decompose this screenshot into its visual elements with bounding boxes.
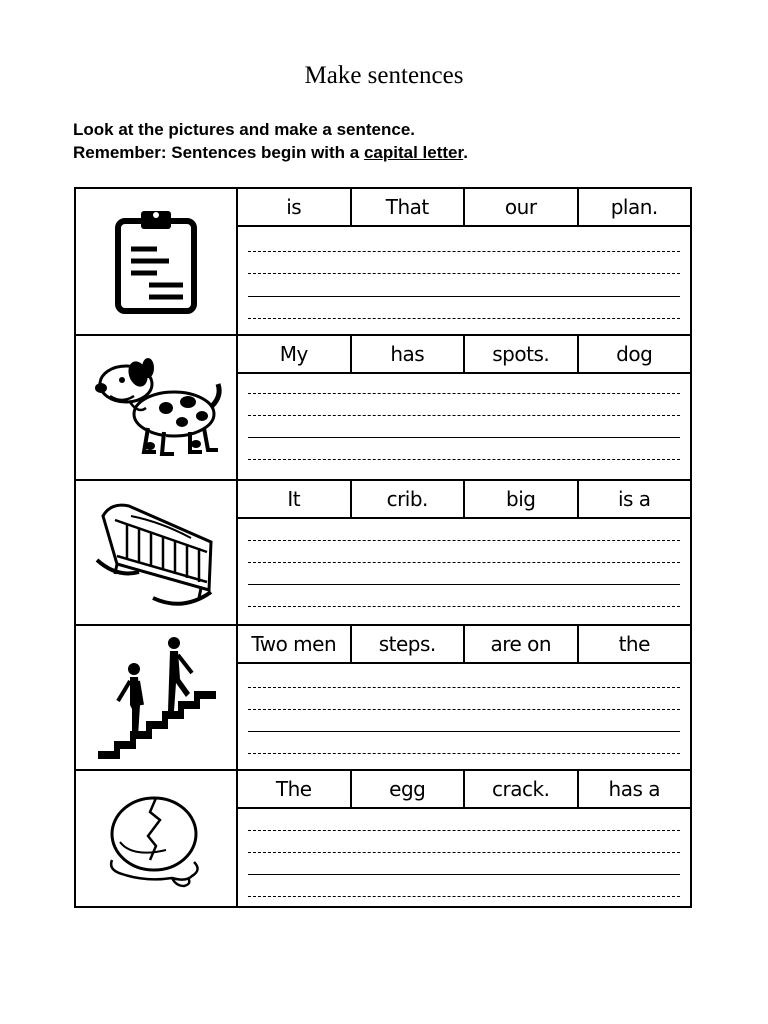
word-tiles <box>238 189 690 227</box>
cracked-egg-icon <box>106 790 206 890</box>
picture-cell <box>76 771 238 908</box>
word-tile: My <box>238 336 352 372</box>
capital-letter-underlined: capital letter <box>363 143 464 162</box>
writing-lines[interactable] <box>248 227 680 332</box>
word-tile: plan. <box>610 195 658 219</box>
page-title: Make sentences <box>304 62 464 89</box>
instructions <box>73 118 468 164</box>
word-tile: dog <box>616 342 653 366</box>
word-tile: It <box>238 481 352 517</box>
instruction-line-2-suffix: . <box>463 143 468 162</box>
word-tiles <box>238 626 690 664</box>
exercise-row-4 <box>76 624 690 771</box>
exercise-row-1 <box>76 189 690 334</box>
word-tile: the <box>618 632 650 656</box>
exercise-row-3 <box>76 479 690 626</box>
writing-lines[interactable] <box>248 519 680 624</box>
word-tile: our <box>465 189 579 225</box>
clipboard-icon <box>111 207 201 317</box>
word-tile: has <box>352 336 466 372</box>
picture-cell <box>76 626 238 771</box>
word-tile: That <box>352 189 466 225</box>
instruction-line-2-prefix: Remember: Sentences begin with a <box>73 143 364 162</box>
word-tile: are on <box>465 626 579 662</box>
word-tile: spots. <box>465 336 579 372</box>
dog-icon <box>86 356 226 461</box>
word-tile: steps. <box>352 626 466 662</box>
writing-lines[interactable] <box>248 374 680 479</box>
word-tile: egg <box>352 771 466 807</box>
word-tile: crib. <box>352 481 466 517</box>
word-tile: is a <box>617 487 651 511</box>
word-tiles <box>238 771 690 809</box>
stairs-men-icon <box>94 635 219 763</box>
instruction-line-1: Look at the pictures and make a sentence. <box>73 120 416 139</box>
crib-icon <box>91 494 221 614</box>
exercise-row-2 <box>76 334 690 481</box>
word-tile: The <box>238 771 352 807</box>
exercise-row-5 <box>76 769 690 908</box>
worksheet-table <box>74 187 692 908</box>
instruction-line-2 <box>73 141 468 164</box>
picture-cell <box>76 189 238 334</box>
writing-lines[interactable] <box>248 809 680 914</box>
word-tiles <box>238 481 690 519</box>
word-tile: crack. <box>465 771 579 807</box>
word-tiles <box>238 336 690 374</box>
picture-cell <box>76 336 238 481</box>
word-tile: has a <box>608 777 660 801</box>
writing-lines[interactable] <box>248 664 680 769</box>
word-tile: big <box>465 481 579 517</box>
word-tile: Two men <box>238 626 352 662</box>
word-tile: is <box>238 189 352 225</box>
picture-cell <box>76 481 238 626</box>
